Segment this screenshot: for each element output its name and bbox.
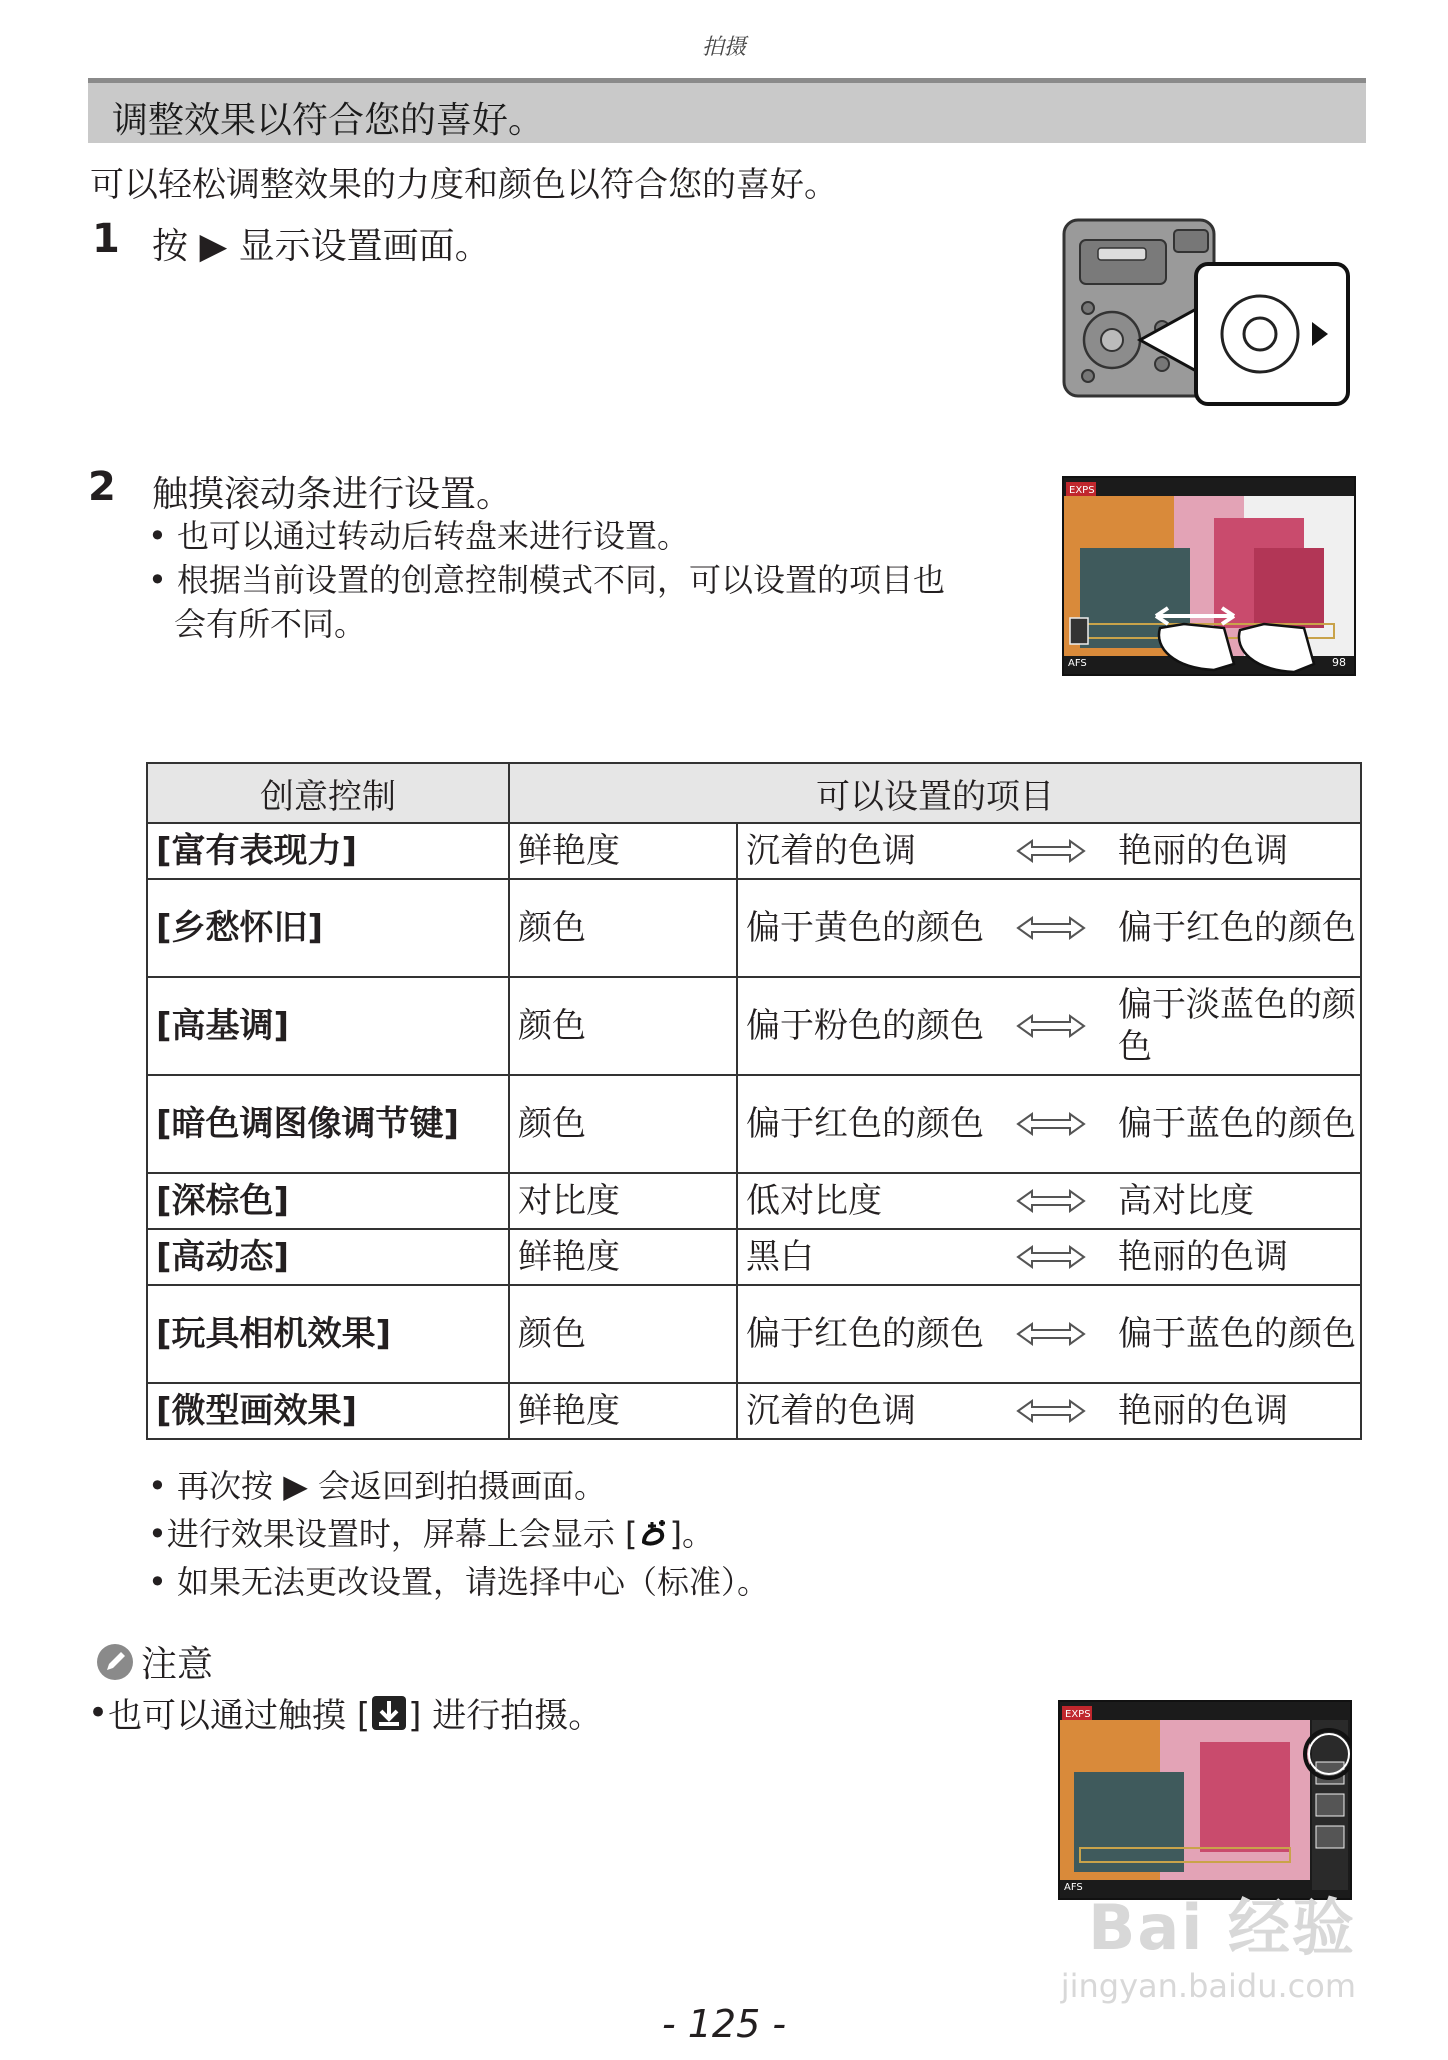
touch-shutter-icon xyxy=(370,1694,408,1732)
row-mode-name: [高基调] xyxy=(147,977,509,1075)
bidirectional-arrow-icon xyxy=(1016,838,1086,864)
camera-screen-touch-shutter xyxy=(1058,1700,1352,1900)
row-setting-item: 对比度 xyxy=(509,1173,737,1229)
row-value-range xyxy=(737,1173,1361,1229)
table-row xyxy=(147,879,1361,977)
row-left-value: 偏于粉色的颜色 xyxy=(746,1006,984,1046)
row-setting-item: 鲜艳度 xyxy=(509,823,737,879)
bullet-icon-display: 进行效果设置时，屏幕上会显示 [ xyxy=(166,1515,638,1553)
row-mode-name: [深棕色] xyxy=(147,1173,509,1229)
row-mode-name: [富有表现力] xyxy=(147,823,509,879)
row-setting-item: 颜色 xyxy=(509,1285,737,1383)
table-row xyxy=(147,1383,1361,1439)
screen2-afs-label: AFS xyxy=(1064,1882,1083,1893)
creative-control-table xyxy=(146,762,1362,1440)
bullet-return: 再次按 ▶ 会返回到拍摄画面。 xyxy=(177,1467,607,1505)
table-row xyxy=(147,977,1361,1075)
effect-adjust-icon xyxy=(638,1518,670,1550)
row-mode-name: [玩具相机效果] xyxy=(147,1285,509,1383)
row-setting-item: 颜色 xyxy=(509,977,737,1075)
table-row xyxy=(147,1229,1361,1285)
screen-count-label: 98 xyxy=(1332,656,1346,669)
row-right-value: 艳丽的色调 xyxy=(1118,1391,1288,1431)
step-1-text: 按 ▶ 显示设置画面。 xyxy=(152,226,491,267)
row-left-value: 黑白 xyxy=(746,1237,814,1277)
camera-illustration xyxy=(1062,212,1352,408)
screen2-exps-label: EXPS xyxy=(1065,1709,1091,1720)
row-setting-item: 鲜艳度 xyxy=(509,1383,737,1439)
step-1-number: 1 xyxy=(92,216,120,262)
row-left-value: 偏于黄色的颜色 xyxy=(746,908,984,948)
camera-screen-slider xyxy=(1062,476,1356,676)
row-value-range xyxy=(737,977,1361,1075)
row-left-value: 低对比度 xyxy=(746,1181,882,1221)
screen-exps-label: EXPS xyxy=(1069,485,1095,496)
table-row xyxy=(147,823,1361,879)
watermark-url: jingyan.baidu.com xyxy=(1060,1967,1356,2005)
row-right-value: 艳丽的色调 xyxy=(1118,831,1288,871)
bidirectional-arrow-icon xyxy=(1016,1398,1086,1424)
table-header-row xyxy=(147,763,1361,823)
watermark xyxy=(1061,1878,1356,2005)
note-heading: 注意 xyxy=(95,1636,213,1687)
row-mode-name: [高动态] xyxy=(147,1229,509,1285)
row-right-value: 偏于蓝色的颜色 xyxy=(1118,1104,1356,1144)
row-value-range xyxy=(737,1285,1361,1383)
bidirectional-arrow-icon xyxy=(1016,1321,1086,1347)
row-right-value: 高对比度 xyxy=(1118,1181,1254,1221)
row-value-range xyxy=(737,1383,1361,1439)
row-right-value: 偏于红色的颜色 xyxy=(1118,908,1356,948)
section-title: 调整效果以符合您的喜好。 xyxy=(112,100,545,141)
row-left-value: 沉着的色调 xyxy=(746,1391,916,1431)
row-left-value: 沉着的色调 xyxy=(746,831,916,871)
bidirectional-arrow-icon xyxy=(1016,1013,1086,1039)
row-right-value: 艳丽的色调 xyxy=(1118,1237,1288,1277)
note-pencil-icon xyxy=(95,1642,135,1682)
row-mode-name: [暗色调图像调节键] xyxy=(147,1075,509,1173)
row-setting-item: 颜色 xyxy=(509,879,737,977)
page-number: - 125 - xyxy=(661,2002,787,2046)
bullet-reset: 如果无法更改设置，请选择中心（标准）。 xyxy=(177,1563,770,1601)
step-2-bullet: • 也可以通过转动后转盘来进行设置。 • 根据当前设置的创意控制模式不同，可以设置的项目也 会有所不同。 xyxy=(148,517,946,643)
row-left-value: 偏于红色的颜色 xyxy=(746,1314,984,1354)
row-value-range xyxy=(737,1075,1361,1173)
step-2-number: 2 xyxy=(88,464,116,510)
screen-afs-label: AFS xyxy=(1068,658,1087,669)
table-row xyxy=(147,1173,1361,1229)
row-value-range xyxy=(737,1229,1361,1285)
page-header-label: 拍摄 xyxy=(701,35,746,60)
note-text: • 也可以通过触摸 [ ] 进行拍摄。 xyxy=(88,1692,603,1736)
bidirectional-arrow-icon xyxy=(1016,915,1086,941)
row-mode-name: [乡愁怀旧] xyxy=(147,879,509,977)
after-table-bullets: • 再次按 ▶ 会返回到拍摄画面。 • 进行效果设置时，屏幕上会显示 [ ]。 • 如果无法更改设置，请选择中心（标准）。 xyxy=(148,1467,770,1601)
row-right-value: 偏于蓝色的颜色 xyxy=(1118,1314,1356,1354)
table-row xyxy=(147,1075,1361,1173)
row-mode-name: [微型画效果] xyxy=(147,1383,509,1439)
intro-text: 可以轻松调整效果的力度和颜色以符合您的喜好。 xyxy=(90,165,838,205)
row-right-value: 偏于淡蓝色的颜色 xyxy=(1118,985,1356,1067)
row-value-range xyxy=(737,879,1361,977)
bidirectional-arrow-icon xyxy=(1016,1244,1086,1270)
bidirectional-arrow-icon xyxy=(1016,1188,1086,1214)
table-header-mode: 创意控制 xyxy=(147,763,509,823)
watermark-brand: Bai 经验 xyxy=(1088,1891,1356,1964)
bidirectional-arrow-icon xyxy=(1016,1111,1086,1137)
table-row xyxy=(147,1285,1361,1383)
row-setting-item: 鲜艳度 xyxy=(509,1229,737,1285)
row-setting-item: 颜色 xyxy=(509,1075,737,1173)
step-2-text: 触摸滚动条进行设置。 xyxy=(152,474,513,515)
row-left-value: 偏于红色的颜色 xyxy=(746,1104,984,1144)
row-value-range xyxy=(737,823,1361,879)
table-header-items: 可以设置的项目 xyxy=(509,763,1361,823)
